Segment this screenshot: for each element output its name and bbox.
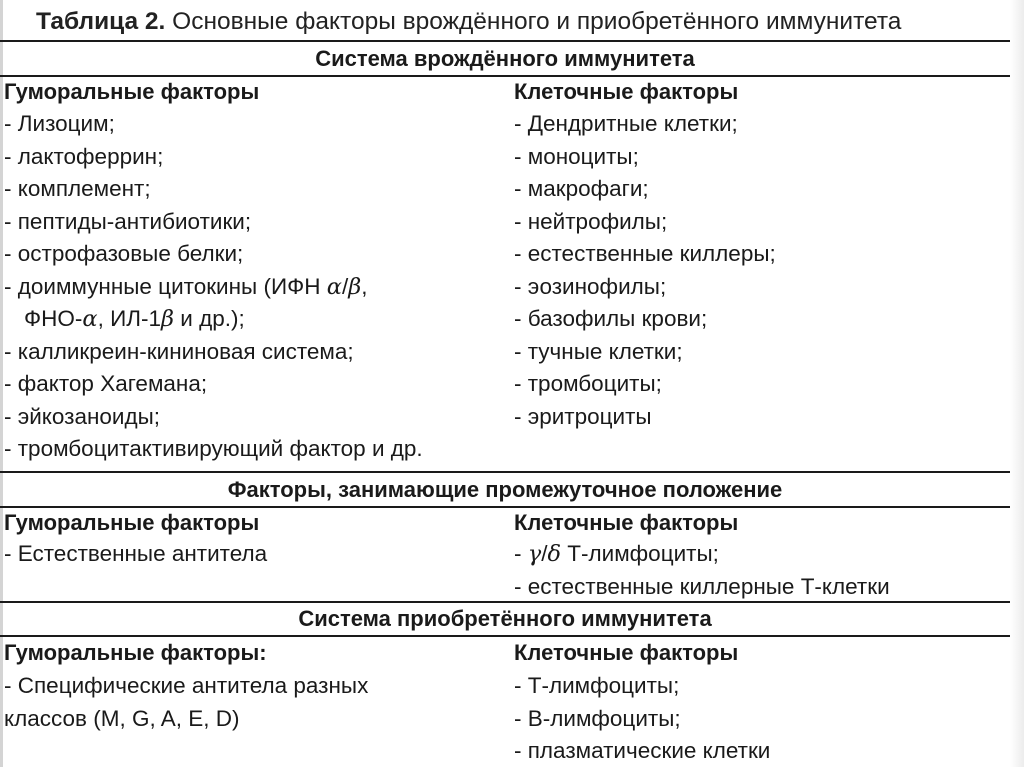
list-item: - доиммунные цитокины (ИФН α/β, <box>4 273 368 300</box>
list-item: - Т-лимфоциты; <box>514 673 680 698</box>
right-edge-shadow <box>1010 0 1024 767</box>
innate-cellular-list <box>514 108 776 433</box>
column-header-humoral: Гуморальные факторы <box>4 79 260 104</box>
list-item: - плазматические клетки <box>514 738 771 763</box>
list-item: - естественные киллеры; <box>514 241 776 266</box>
list-item: - нейтрофилы; <box>514 208 668 234</box>
list-item: - Лизоцим; <box>4 111 115 136</box>
section-title-acquired: Система приобретённого иммунитета <box>298 606 712 631</box>
list-item: - Дендритные клетки; <box>514 111 738 136</box>
list-item: - комплемент; <box>4 176 151 201</box>
list-item: - естественные киллерные Т-клетки <box>514 573 890 599</box>
list-item: - В-лимфоциты; <box>514 705 681 731</box>
acquired-cellular-list <box>514 670 770 767</box>
list-item: - пептиды-антибиотики; <box>4 208 252 234</box>
list-item: - тучные клетки; <box>514 338 683 364</box>
list-item: - базофилы крови; <box>514 306 708 331</box>
section-title-intermediate: Факторы, занимающие промежуточное положение <box>227 477 783 502</box>
list-item: - острофазовые белки; <box>4 241 244 266</box>
section-divider <box>0 75 1010 77</box>
column-header-cellular: Клеточные факторы <box>514 79 739 104</box>
list-item: - моноциты; <box>514 143 639 169</box>
intermediate-humoral-list <box>4 538 267 571</box>
acquired-humoral-list <box>4 670 368 735</box>
intermediate-cellular-list <box>514 538 890 603</box>
list-item: - тромбоцитактивирующий фактор и др. <box>4 436 423 461</box>
list-item: - лактоферрин; <box>4 143 164 169</box>
list-item: классов (M, G, A, E, D) <box>4 705 240 731</box>
list-item: - калликреин-кининовая система; <box>4 338 354 364</box>
table-title-text: Основные факторы врождённого и приобретённого иммунитета <box>165 8 902 35</box>
table-title <box>36 8 901 36</box>
section-divider <box>0 471 1010 473</box>
list-item: - тромбоциты; <box>514 371 662 396</box>
innate-humoral-list <box>4 108 423 466</box>
list-item: - γ/δ Т-лимфоциты; <box>514 541 719 567</box>
column-header-humoral: Гуморальные факторы <box>4 510 260 535</box>
column-header-cellular: Клеточные факторы <box>514 640 739 665</box>
list-item: - эозинофилы; <box>514 273 667 299</box>
list-item: - фактор Хагемана; <box>4 371 208 396</box>
section-divider <box>0 506 1010 508</box>
list-item: - макрофаги; <box>514 176 649 201</box>
section-title-innate: Система врождённого иммунитета <box>315 46 695 71</box>
column-header-cellular: Клеточные факторы <box>514 510 739 535</box>
table-title-label: Таблица 2. <box>36 8 166 35</box>
list-item: - Специфические антитела разных <box>4 673 369 698</box>
list-item: - эритроциты <box>514 403 652 429</box>
list-item: - Естественные антитела <box>4 541 268 566</box>
column-header-humoral: Гуморальные факторы: <box>4 640 267 665</box>
section-divider <box>0 635 1010 637</box>
list-item: - эйкозаноиды; <box>4 403 161 429</box>
list-item: ФНО-α, ИЛ-1β и др.); <box>24 306 245 332</box>
table-top-border <box>0 40 1010 42</box>
section-divider <box>0 601 1010 603</box>
